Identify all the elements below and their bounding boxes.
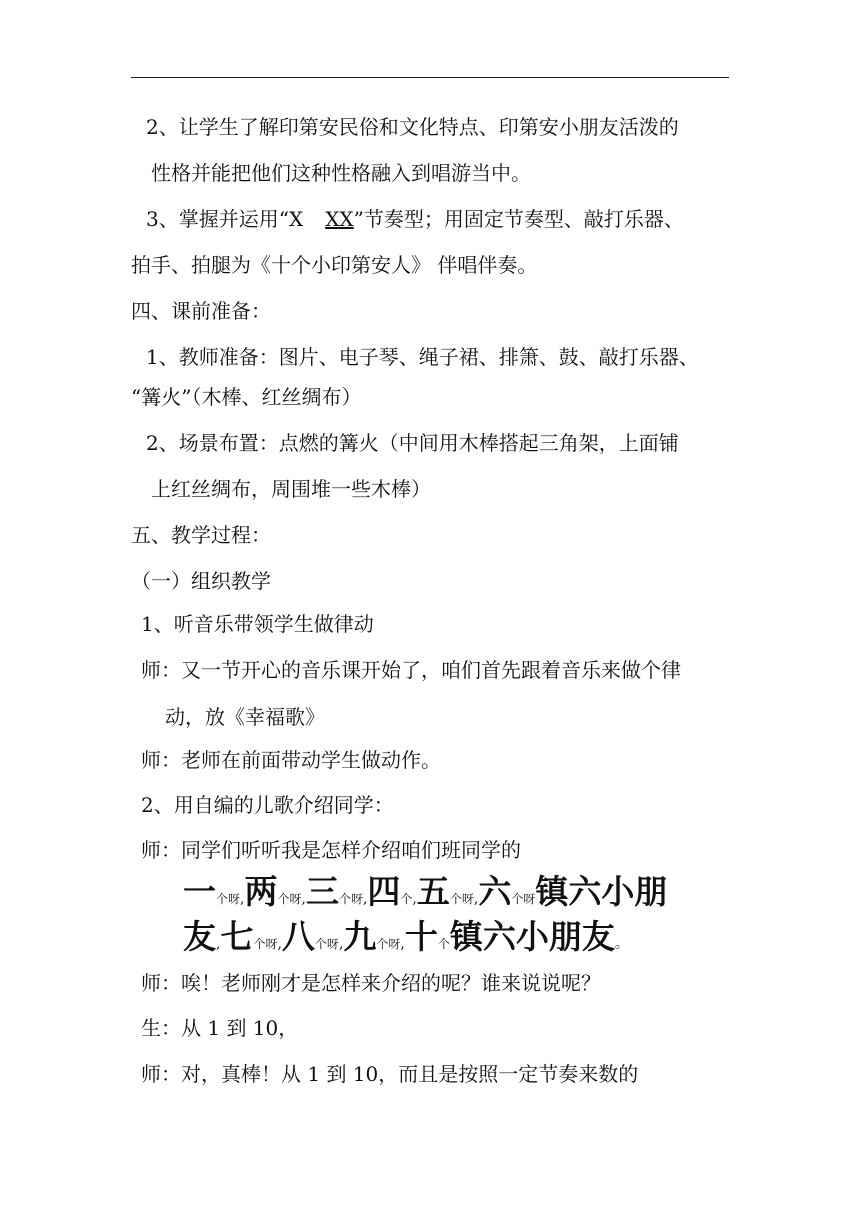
- text-line: 师：老师在前面带动学生做动作。: [141, 748, 441, 772]
- text-line: 性格并能把他们这种性格融入到唱游当中。: [151, 161, 531, 185]
- section-heading: 四、课前准备：: [131, 299, 271, 323]
- text-line: 2、场景布置：点燃的篝火（中间用木棒搭起三角架，上面铺: [146, 431, 679, 455]
- subsection-heading: （一）组织教学: [131, 569, 271, 593]
- text-line: 上红丝绸布，周围堆一些木棒）: [151, 477, 431, 501]
- rhythm-suffix: ”节奏型；用固定节奏型、敲打乐器、: [353, 207, 684, 231]
- rhythm-prefix: 3、掌握并运用“X: [146, 207, 304, 231]
- text-line: 师：又一节开心的音乐课开始了，咱们首先跟着音乐来做个律: [141, 658, 681, 682]
- text-line: 生：从 1 到 10，: [141, 1016, 299, 1040]
- text-line: 师：同学们听听我是怎样介绍咱们班同学的: [141, 838, 521, 862]
- text-line: 师：唉！老师刚才是怎样来介绍的呢？谁来说说呢？: [141, 971, 601, 995]
- text-line: 动，放《幸福歌》: [165, 705, 325, 729]
- text-line: “篝火”（木棒、红丝绸布）: [131, 385, 362, 409]
- header-rule: [131, 77, 729, 78]
- text-line: 师：对，真棒！从 1 到 10，而且是按照一定节奏来数的: [141, 1062, 639, 1086]
- text-line: 拍手、拍腿为《十个小印第安人》 伴唱伴奏。: [131, 253, 538, 277]
- section-heading: 五、教学过程：: [131, 523, 271, 547]
- text-line: 1、听音乐带领学生做律动: [141, 612, 374, 636]
- chant-line-1: 一个呀,两个呀,三个呀,四个,五个呀,六个呀镇六小朋: [183, 872, 668, 911]
- text-line: 2、让学生了解印第安民俗和文化特点、印第安小朋友活泼的: [146, 115, 679, 139]
- text-line: 2、用自编的儿歌介绍同学：: [141, 793, 394, 817]
- rhythm-underlined: XX: [325, 207, 354, 231]
- chant-line-2: 友,七个呀,八个呀,九个呀,十个镇六小朋友。: [183, 917, 629, 956]
- text-line: 1、教师准备：图片、电子琴、绳子裙、排箫、鼓、敲打乐器、: [146, 345, 699, 369]
- rhythm-line: [146, 205, 684, 233]
